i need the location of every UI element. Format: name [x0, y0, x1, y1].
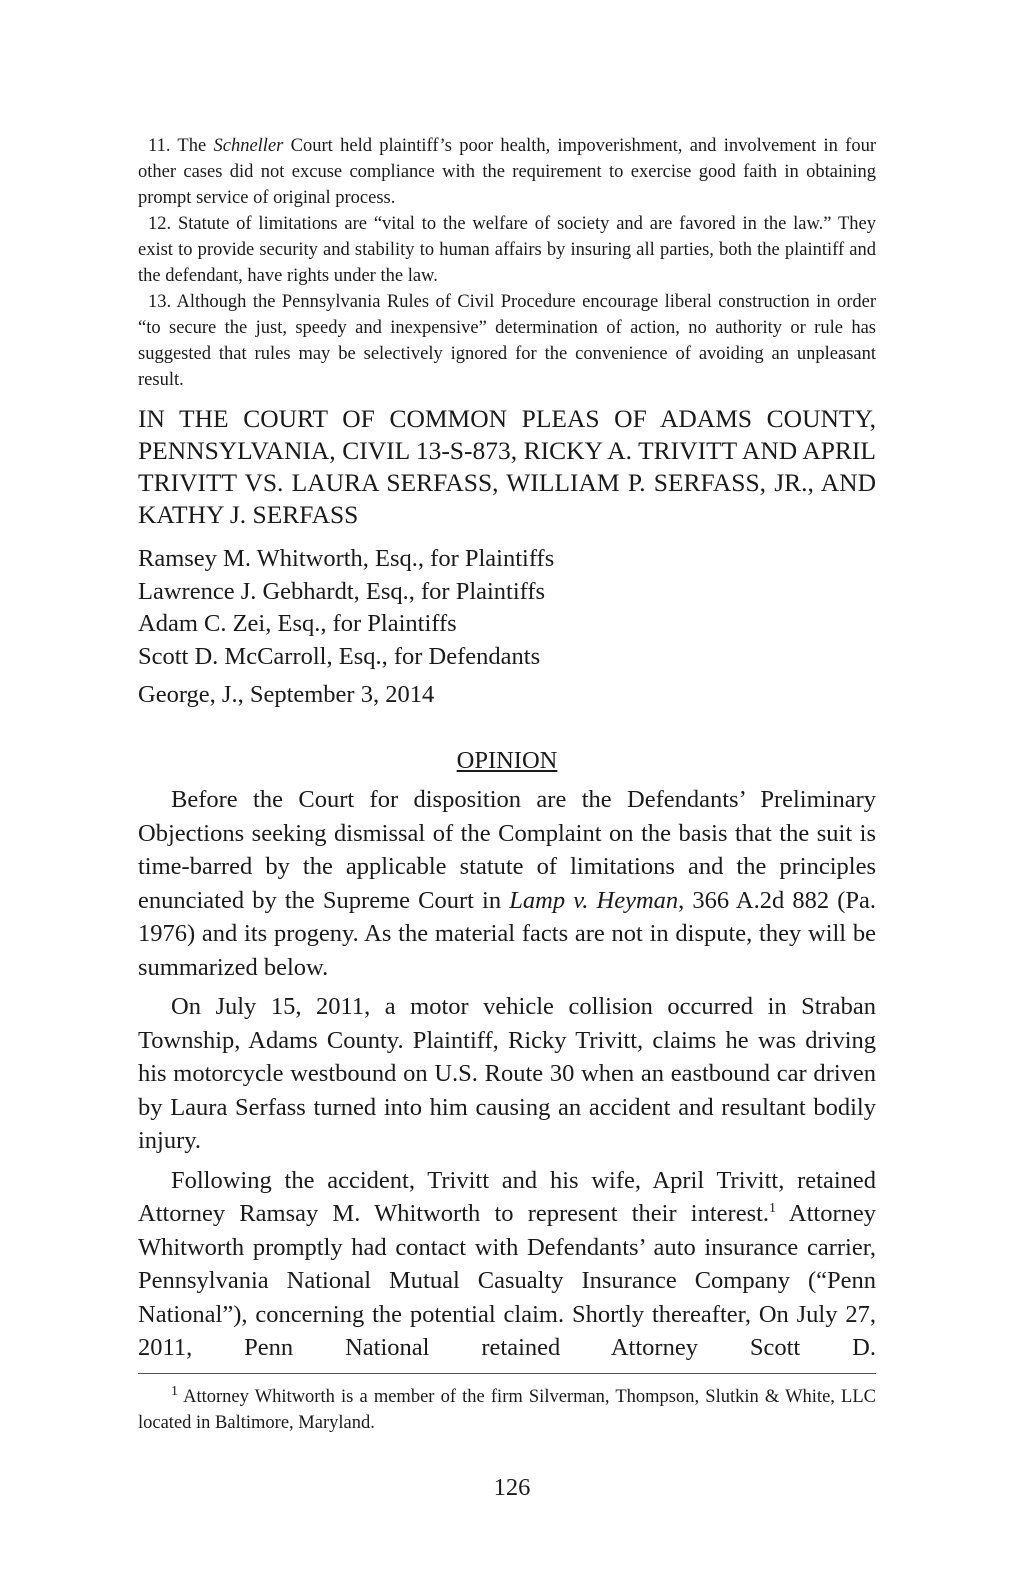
footnote-1: $^1$ Attorney Whitworth is a member of the firm Silverman, Thompson, Slutkin & White, LLC located in Baltimore, Maryland. — [138, 1383, 876, 1433]
case-caption: IN THE COURT OF COMMON PLEAS OF ADAMS COUNTY, PENNSYLVANIA, CIVIL 13-S-873, RICKY A. TRIVITT AND APRIL TRIVITT VS. LAURA SERFASS, WILLIAM P. SERFASS, JR., AND KATHY J. SERFASS — [138, 404, 876, 529]
counsel-list — [138, 543, 876, 673]
case-name: Lamp v. Heyman — [509, 886, 679, 914]
footnote-divider — [138, 1373, 876, 1374]
counsel-line: Adam C. Zei, Esq., for Plaintiffs — [138, 610, 457, 637]
counsel-line: Lawrence J. Gebhardt, Esq., for Plaintiffs — [138, 577, 546, 605]
document-page — [138, 133, 876, 1436]
headnote-12: 12. Statute of limitations are “vital to the welfare of society and are favored in the law.” They exist to provide security and stability to human affairs by insuring all parties, both the plaintiff and the defendant, have rights under the law. — [138, 214, 877, 286]
counsel-line: Scott D. McCarroll, Esq., for Defendants — [138, 642, 541, 670]
page-number: 126 — [493, 1474, 531, 1501]
paragraph-1: Before the Court for disposition are the Defendants’ Preliminary Objections seeking dismissal of the Complaint on the basis that the suit is time-barred by the applicable statute of limitations and the principles enunciated by the Supreme Court in Lamp v. Heyman, 366 A.2d 882 (Pa. 1976) and its progeny. As the material facts are not in dispute, they will be summarized below. — [138, 786, 877, 981]
case-name: Schneller — [213, 136, 284, 156]
judge-date-line: George, J., September 3, 2014 — [138, 681, 435, 708]
headnotes — [138, 133, 876, 393]
paragraph-3: Following the accident, Trivitt and his wife, April Trivitt, retained Attorney Ramsay M. Whitworth to represent their interest.$^1$ Attorney Whitworth promptly had contact with Defendants’ auto insurance carrier, Pennsylvania National Mutual Casualty Insurance Company (“Penn National”), concerning the potential claim. Shortly thereafter, On July 27, 2011, Penn National retained Attorney Scott D. — [138, 1166, 876, 1361]
headnote-11: 11. The Schneller Court held plaintiff’s poor health, impoverishment, and involvement in four other cases did not excuse compliance with the requirement to exercise good faith in obtaining prompt service of original process. — [138, 136, 877, 208]
headnote-13: 13. Although the Pennsylvania Rules of Civil Procedure encourage liberal construction in order “to secure the just, speedy and inexpensive” determination of action, no authority or rule has suggested that rules may be selectively ignored for the convenience of avoiding an unpleasant result. — [138, 292, 876, 390]
paragraph-2: On July 15, 2011, a motor vehicle collision occurred in Straban Township, Adams County. Plaintiff, Ricky Trivitt, claims he was driving his motorcycle westbound on U.S. Route 30 when an eastbound car driven by Laura Serfass turned into him causing an accident and resultant bodily injury. — [138, 993, 876, 1154]
headnote-number: 11. — [148, 136, 171, 156]
headnote-number: 13. — [148, 292, 172, 312]
opinion-heading: OPINION — [456, 747, 558, 774]
counsel-line: Ramsey M. Whitworth, Esq., for Plaintiffs — [138, 545, 555, 572]
footnote-marker: 1 — [171, 1383, 178, 1399]
headnote-number: 12. — [148, 214, 172, 234]
footnote-reference: 1 — [769, 1200, 777, 1216]
